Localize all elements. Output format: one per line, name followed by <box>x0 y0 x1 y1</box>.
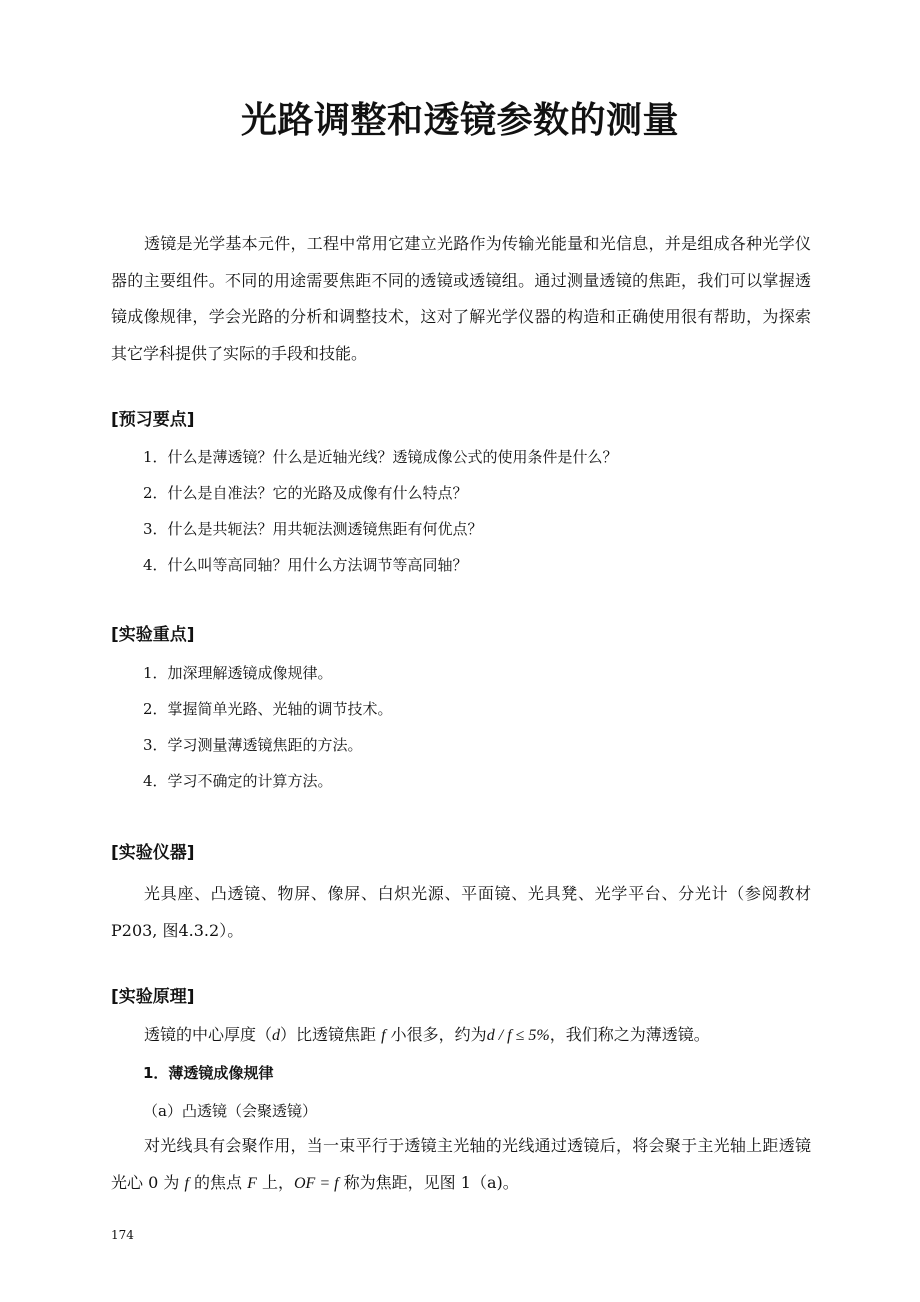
thin-lens-formula: d / f ≤ 5% <box>486 1027 550 1044</box>
math-f: f <box>381 1027 386 1044</box>
key-points-list <box>143 655 393 799</box>
list-item: 4．学习不确定的计算方法。 <box>143 772 333 790</box>
subsubsection-heading: （a）凸透镜（会聚透镜） <box>143 1102 317 1120</box>
convex-lens-paragraph: 对光线具有会聚作用，当一束平行于透镜主光轴的光线通过透镜后，将会聚于主光轴上距透镜光心 0 为 f 的焦点 F 上，OF = f 称为焦距，见图 1（a)。 <box>111 1136 811 1192</box>
math-d: d <box>272 1027 281 1044</box>
key-points-heading: [实验重点] <box>111 625 195 645</box>
list-item: 2．掌握简单光路、光轴的调节技术。 <box>143 700 393 718</box>
math-F: F <box>247 1175 257 1192</box>
page-title: 光路调整和透镜参数的测量 <box>240 100 679 141</box>
intro-paragraph: 透镜是光学基本元件，工程中常用它建立光路作为传输光能量和光信息，并是组成各种光学仪器的主要组件。不同的用途需要焦距不同的透镜或透镜组。通过测量透镜的焦距，我们可以掌握透镜成像规律，学会光路的分析和调整技术，这对了解光学仪器的构造和正确使用很有帮助，为探索其它学科提供了实际的手段和技能。 <box>111 234 811 363</box>
page-number: 174 <box>111 1228 134 1242</box>
list-item: 1．加深理解透镜成像规律。 <box>143 664 333 682</box>
list-item: 3．什么是共轭法？用共轭法测透镜焦距有何优点？ <box>143 520 483 538</box>
list-item: 3．学习测量薄透镜焦距的方法。 <box>143 736 363 754</box>
preview-list <box>143 439 618 583</box>
preview-heading: [预习要点] <box>111 410 195 430</box>
list-item: 4．什么叫等高同轴？用什么方法调节等高同轴？ <box>143 556 468 574</box>
focal-length-formula: OF = f <box>294 1175 339 1192</box>
principle-paragraph: 透镜的中心厚度（d）比透镜焦距 f 小很多，约为d / f ≤ 5%，我们称之为薄透镜。 <box>144 1025 710 1044</box>
instruments-heading: [实验仪器] <box>111 843 195 863</box>
list-item: 1．什么是薄透镜？什么是近轴光线？透镜成像公式的使用条件是什么？ <box>143 448 618 466</box>
math-f: f <box>184 1175 189 1192</box>
subsection-heading: 1．薄透镜成像规律 <box>143 1064 274 1082</box>
principle-heading: [实验原理] <box>111 987 195 1007</box>
instruments-paragraph: 光具座、凸透镜、物屏、像屏、白炽光源、平面镜、光具凳、光学平台、分光计（参阅教材P203, 图4.3.2）。 <box>111 884 811 940</box>
list-item: 2．什么是自准法？它的光路及成像有什么特点？ <box>143 484 468 502</box>
